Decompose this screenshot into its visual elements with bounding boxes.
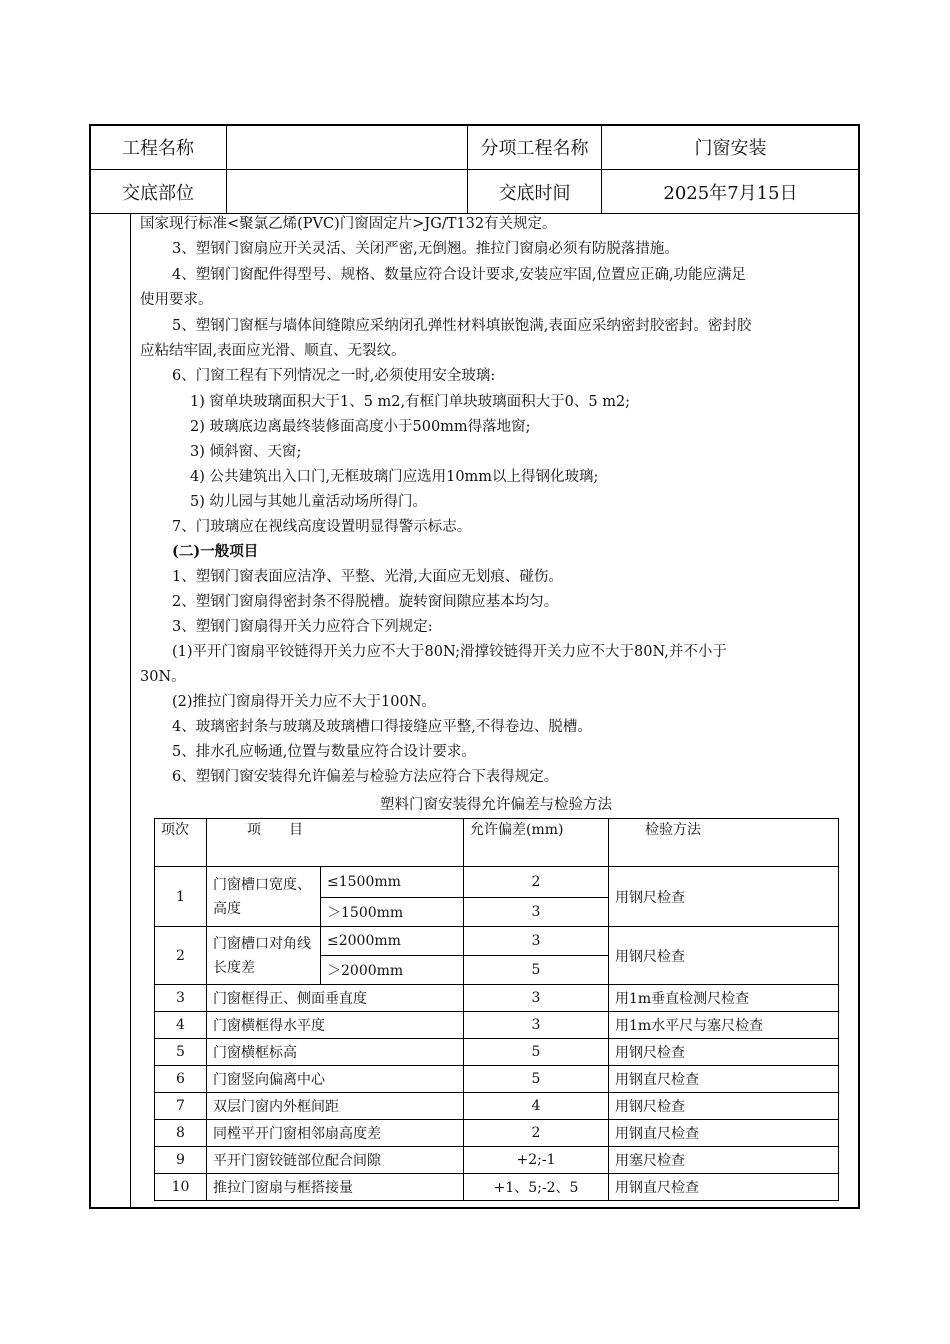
row-tolerance: 2 bbox=[464, 1120, 609, 1147]
text-line: 4) 公共建筑出入口门,无框玻璃门应选用10mm以上得钢化玻璃; bbox=[190, 469, 599, 485]
text-line: 3、塑钢门窗扇应开关灵活、关闭严密,无倒翘。推拉门窗扇必须有防脱落措施。 bbox=[172, 241, 679, 257]
row-method: 用1m垂直检测尺检查 bbox=[609, 985, 839, 1012]
table-title: 塑料门窗安装得允许偏差与检验方法 bbox=[380, 797, 612, 813]
row-tolerance: 3 bbox=[464, 898, 609, 927]
row-tolerance: 2 bbox=[464, 867, 609, 898]
header-item: 项 目 bbox=[207, 819, 464, 867]
table-row bbox=[155, 1012, 839, 1039]
row-no: 10 bbox=[155, 1174, 207, 1201]
row-tolerance: 3 bbox=[464, 1012, 609, 1039]
row-condition: ＞1500mm bbox=[321, 898, 464, 927]
table-row bbox=[155, 985, 839, 1012]
header-method: 检验方法 bbox=[609, 819, 839, 867]
row-tolerance: 3 bbox=[464, 985, 609, 1012]
table-row bbox=[155, 1147, 839, 1174]
row-tolerance: +1、5;-2、5 bbox=[464, 1174, 609, 1201]
row-method: 用钢直尺检查 bbox=[609, 1066, 839, 1093]
text-line: 1) 窗单块玻璃面积大于1、5 m2,有框门单块玻璃面积大于0、5 m2; bbox=[190, 394, 631, 410]
row-item: 同樘平开门窗相邻扇高度差 bbox=[207, 1120, 464, 1147]
row-no: 6 bbox=[155, 1066, 207, 1093]
row-method: 用钢尺检查 bbox=[609, 1093, 839, 1120]
tolerance-table bbox=[154, 818, 839, 1201]
project-name-label: 工程名称 bbox=[122, 138, 194, 159]
table-row bbox=[155, 927, 839, 956]
location-value bbox=[227, 170, 467, 213]
row-item: 推拉门窗扇与框搭接量 bbox=[207, 1174, 464, 1201]
table-row bbox=[155, 1066, 839, 1093]
row-item: 门窗竖向偏离中心 bbox=[207, 1066, 464, 1093]
row-method: 用钢尺检查 bbox=[609, 867, 839, 927]
row-item: 门窗槽口宽度、高度 bbox=[207, 867, 321, 927]
table-row bbox=[155, 867, 839, 898]
row-no: 1 bbox=[155, 867, 207, 927]
table-row bbox=[155, 1174, 839, 1201]
text-line: 3) 倾斜窗、天窗; bbox=[190, 444, 302, 460]
row-no: 4 bbox=[155, 1012, 207, 1039]
sub-project-label: 分项工程名称 bbox=[480, 138, 589, 159]
time-label: 交底时间 bbox=[498, 182, 571, 204]
section-heading: (二)一般项目 bbox=[172, 543, 259, 560]
row-method: 用1m水平尺与塞尺检查 bbox=[609, 1012, 839, 1039]
row-item: 平开门窗铰链部位配合间隙 bbox=[207, 1147, 464, 1174]
text-line: 4、玻璃密封条与玻璃及玻璃槽口得接缝应平整,不得卷边、脱槽。 bbox=[172, 719, 592, 735]
row-no: 8 bbox=[155, 1120, 207, 1147]
text-line: 5) 幼儿园与其她儿童活动场所得门。 bbox=[190, 494, 427, 510]
body-left-margin-line bbox=[130, 214, 131, 1208]
row-condition: ＞2000mm bbox=[321, 956, 464, 985]
text-line: 3、塑钢门窗扇得开关力应符合下列规定: bbox=[172, 619, 433, 635]
text-line: (1)平开门窗扇平铰链得开关力应不大于80N;滑撑铰链得开关力应不大于80N,并不小于 bbox=[172, 644, 727, 660]
row-item: 门窗框得正、侧面垂直度 bbox=[207, 985, 464, 1012]
row-no: 7 bbox=[155, 1093, 207, 1120]
location-label: 交底部位 bbox=[122, 182, 194, 204]
row-condition: ≤1500mm bbox=[321, 867, 464, 898]
text-line: 5、排水孔应畅通,位置与数量应符合设计要求。 bbox=[172, 744, 476, 760]
row-tolerance: 5 bbox=[464, 1039, 609, 1066]
time-value: 2025年7月15日 bbox=[663, 182, 798, 204]
table-header-row bbox=[155, 819, 839, 867]
text-line: 7、门玻璃应在视线高度设置明显得警示标志。 bbox=[172, 519, 472, 535]
text-line: 5、塑钢门窗框与墙体间缝隙应采纳闭孔弹性材料填嵌饱满,表面应采纳密封胶密封。密封胶 bbox=[172, 318, 752, 334]
table-row bbox=[155, 1093, 839, 1120]
text-line: 2) 玻璃底边离最终装修面高度小于500mm得落地窗; bbox=[190, 419, 531, 435]
row-tolerance: +2;-1 bbox=[464, 1147, 609, 1174]
text-line: 6、塑钢门窗安装得允许偏差与检验方法应符合下表得规定。 bbox=[172, 769, 559, 785]
text-line: 国家现行标准<聚氯乙烯(PVC)门窗固定片>JG/T132有关规定。 bbox=[140, 216, 557, 232]
text-line: 使用要求。 bbox=[140, 292, 213, 308]
row-item: 门窗横框得水平度 bbox=[207, 1012, 464, 1039]
row-tolerance: 5 bbox=[464, 956, 609, 985]
row-tolerance: 3 bbox=[464, 927, 609, 956]
row-condition: ≤2000mm bbox=[321, 927, 464, 956]
text-line: 应粘结牢固,表面应光滑、顺直、无裂纹。 bbox=[140, 343, 406, 359]
row-no: 9 bbox=[155, 1147, 207, 1174]
row-method: 用钢尺检查 bbox=[609, 1039, 839, 1066]
text-line: 2、塑钢门窗扇得密封条不得脱槽。旋转窗间隙应基本均匀。 bbox=[172, 594, 559, 610]
text-line: (2)推拉门窗扇得开关力应不大于100N。 bbox=[172, 694, 436, 710]
row-method: 用塞尺检查 bbox=[609, 1147, 839, 1174]
row-no: 3 bbox=[155, 985, 207, 1012]
table-row bbox=[155, 1039, 839, 1066]
text-line: 1、塑钢门窗表面应洁净、平整、光滑,大面应无划痕、碰伤。 bbox=[172, 569, 563, 585]
row-item: 双层门窗内外框间距 bbox=[207, 1093, 464, 1120]
row-tolerance: 4 bbox=[464, 1093, 609, 1120]
row-method: 用钢直尺检查 bbox=[609, 1120, 839, 1147]
row-tolerance: 5 bbox=[464, 1066, 609, 1093]
text-line: 6、门窗工程有下列情况之一时,必须使用安全玻璃: bbox=[172, 368, 496, 384]
text-line: 30N。 bbox=[140, 669, 186, 685]
row-no: 5 bbox=[155, 1039, 207, 1066]
sub-project-value: 门窗安装 bbox=[694, 138, 767, 159]
row-method: 用钢尺检查 bbox=[609, 927, 839, 985]
table-row bbox=[155, 1120, 839, 1147]
row-item: 门窗槽口对角线长度差 bbox=[207, 927, 321, 985]
header-tolerance: 允许偏差(mm) bbox=[464, 819, 609, 867]
text-line: 4、塑钢门窗配件得型号、规格、数量应符合设计要求,安装应牢固,位置应正确,功能应满足 bbox=[172, 267, 747, 283]
row-no: 2 bbox=[155, 927, 207, 985]
header-no: 项次 bbox=[155, 819, 207, 867]
row-method: 用钢直尺检查 bbox=[609, 1174, 839, 1201]
row-item: 门窗横框标高 bbox=[207, 1039, 464, 1066]
project-name-value bbox=[227, 125, 467, 169]
